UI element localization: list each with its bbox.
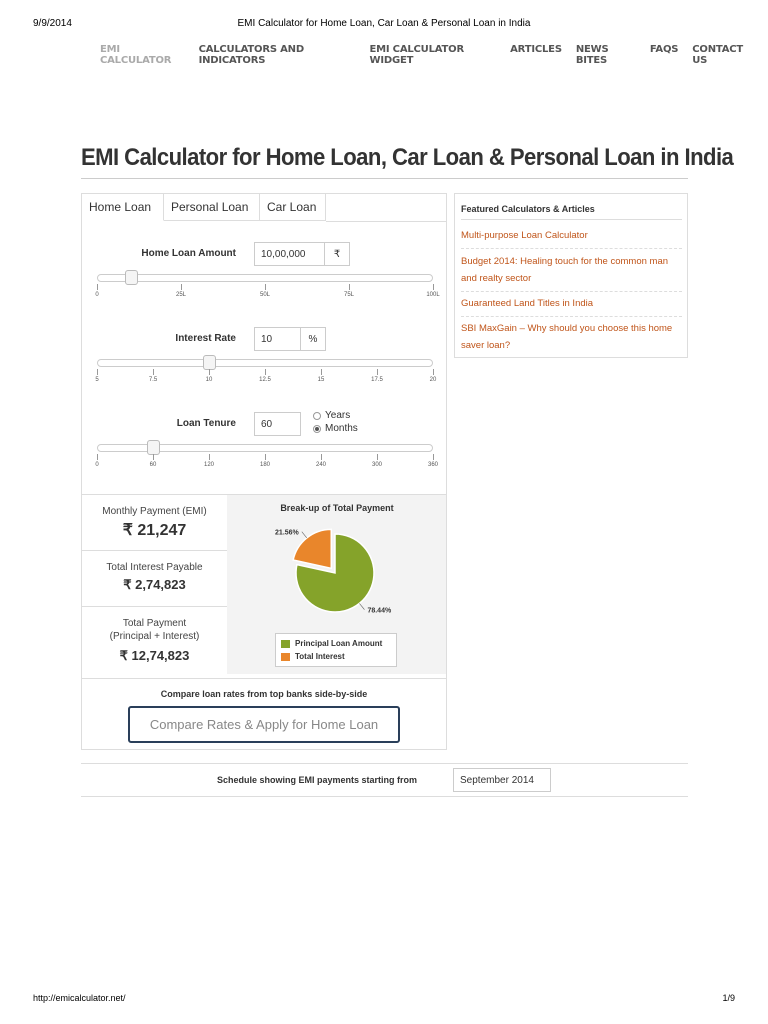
total-interest-value: ₹ 2,74,823 [123, 577, 186, 592]
loan-tenure-label: Loan Tenure [176, 418, 236, 429]
slider-tick [265, 369, 266, 375]
slider-tick-label: 7.5 [148, 377, 158, 383]
slider-tick [181, 284, 182, 290]
slider-tick-label: 12.5 [259, 377, 271, 383]
tenure-years-label: Years [325, 410, 351, 421]
sidebar-heading: Featured Calculators & Articles [461, 204, 595, 214]
loan-type-tabs [82, 194, 326, 221]
legend-label-principal: Principal Loan Amount [295, 639, 383, 648]
emi-value: ₹ 21,247 [122, 522, 187, 539]
nav-faqs[interactable]: FAQS [649, 44, 679, 55]
slider-tick-label: 180 [259, 462, 270, 468]
sidebar-link-loan-calculator[interactable]: Multi-purpose Loan Calculator [461, 230, 588, 241]
rupee-addon: ₹ [325, 242, 350, 266]
tab-home-loan[interactable]: Home Loan [82, 194, 164, 221]
loan-amount-input[interactable]: 10,00,000 [254, 242, 325, 266]
results-section [82, 494, 446, 674]
slider-tick [321, 454, 322, 460]
legend-swatch-principal [281, 640, 290, 648]
legend-label-interest: Total Interest [295, 652, 345, 661]
tenure-years-radio[interactable] [313, 410, 350, 421]
sidebar-divider [461, 248, 682, 249]
print-page-number: 1/9 [722, 993, 735, 1003]
slider-tick-label: 75L [343, 292, 354, 298]
slider-tick [433, 454, 434, 460]
slider-tick-label: 60 [149, 462, 157, 468]
slider-tick-label: 25L [175, 292, 186, 298]
radio-selected-icon [313, 425, 321, 433]
compare-section [82, 678, 446, 750]
nav-emi-calculator[interactable]: EMI CALCULATOR [100, 44, 172, 66]
slider-tick-label: 17.5 [371, 377, 383, 383]
emi-block [82, 495, 227, 551]
loan-tenure-input[interactable]: 60 [254, 412, 301, 436]
total-interest-label: Total Interest Payable [106, 562, 203, 573]
nav-articles[interactable]: ARTICLES [510, 44, 562, 55]
print-title: EMI Calculator for Home Loan, Car Loan & Personal Loan in India [237, 18, 531, 29]
pie-label-connector [302, 532, 307, 538]
slider-tick-label: 0 [95, 292, 99, 298]
pie-data-label: 21.56% [275, 529, 299, 537]
compare-rates-button[interactable]: Compare Rates & Apply for Home Loan [128, 706, 400, 743]
slider-tick-label: 360 [427, 462, 438, 468]
slider-tick-label: 50L [259, 292, 270, 298]
interest-rate-slider[interactable] [97, 359, 433, 367]
sidebar-divider [461, 316, 682, 317]
chart-title: Break-up of Total Payment [280, 503, 394, 513]
interest-block [82, 551, 227, 607]
percent-addon: % [301, 327, 326, 351]
total-payment-value: ₹ 12,74,823 [119, 648, 190, 663]
total-payment-block [82, 607, 227, 675]
slider-tick [265, 284, 266, 290]
slider-tick [433, 369, 434, 375]
legend-item-principal [281, 637, 391, 650]
slider-tick [349, 284, 350, 290]
slider-tick [377, 369, 378, 375]
slider-tick [153, 454, 154, 460]
sidebar-link-land-titles[interactable]: Guaranteed Land Titles in India [461, 298, 594, 309]
radio-icon [313, 412, 321, 420]
sidebar-link-budget-2014[interactable]: Budget 2014: Healing touch for the common man and realty sector [461, 256, 669, 284]
emi-label: Monthly Payment (EMI) [102, 506, 207, 517]
total-payment-sublabel: (Principal + Interest) [109, 631, 200, 642]
interest-rate-label: Interest Rate [175, 333, 236, 344]
sidebar-link-sbi-maxgain[interactable]: SBI MaxGain – Why should you choose this home saver loan? [461, 323, 673, 351]
schedule-row [81, 763, 688, 797]
pie-data-label: 78.44% [367, 607, 392, 615]
slider-tick [321, 369, 322, 375]
slider-tick-label: 240 [315, 462, 326, 468]
tenure-months-label: Months [325, 423, 358, 434]
main-nav [100, 44, 768, 66]
tab-car-loan[interactable]: Car Loan [260, 194, 326, 221]
print-date: 9/9/2014 [33, 18, 72, 29]
slider-tick [377, 454, 378, 460]
compare-text: Compare loan rates from top banks side-by-side [160, 689, 368, 699]
sidebar-divider [461, 291, 682, 292]
schedule-start-input[interactable]: September 2014 [453, 768, 551, 792]
schedule-label: Schedule showing EMI payments starting from [217, 775, 418, 785]
page-title: EMI Calculator for Home Loan, Car Loan & Personal Loan in India [81, 144, 734, 171]
payment-breakup-pie-chart [227, 517, 446, 637]
slider-tick-label: 5 [95, 377, 99, 383]
slider-tick-label: 100L [426, 292, 440, 298]
interest-rate-input[interactable]: 10 [254, 327, 301, 351]
nav-emi-widget[interactable]: EMI CALCULATOR WIDGET [369, 44, 464, 66]
chart-legend [275, 633, 397, 667]
loan-amount-label: Home Loan Amount [141, 248, 236, 259]
slider-tick [433, 284, 434, 290]
slider-tick-label: 120 [203, 462, 214, 468]
slider-tick [209, 369, 210, 375]
interest-rate-slider-handle[interactable] [203, 355, 216, 370]
tab-divider [326, 221, 446, 222]
tab-personal-loan[interactable]: Personal Loan [164, 194, 260, 221]
emi-calculator-panel [81, 193, 447, 750]
slider-tick-label: 20 [429, 377, 437, 383]
pie-label-connector [359, 603, 364, 609]
title-divider [81, 178, 688, 179]
slider-tick-label: 0 [95, 462, 99, 468]
slider-tick [97, 454, 98, 460]
slider-tick [153, 369, 154, 375]
loan-amount-slider[interactable] [97, 274, 433, 282]
tenure-months-radio[interactable] [313, 423, 358, 434]
total-payment-label: Total Payment [122, 618, 187, 629]
sidebar-heading-divider [461, 219, 682, 220]
nav-news-bites[interactable]: NEWS BITES [575, 44, 609, 66]
slider-tick [265, 454, 266, 460]
legend-swatch-interest [281, 653, 290, 661]
featured-sidebar [454, 193, 688, 358]
results-summary [82, 495, 227, 675]
legend-item-interest [281, 650, 391, 663]
print-url: http://emicalculator.net/ [33, 993, 126, 1003]
slider-tick-label: 10 [205, 377, 213, 383]
slider-tick-label: 15 [317, 377, 325, 383]
slider-tick [97, 284, 98, 290]
slider-tick [209, 454, 210, 460]
slider-tick [97, 369, 98, 375]
nav-calculators-indicators[interactable]: CALCULATORS AND INDICATORS [198, 44, 304, 66]
pie-slice-interest [293, 529, 331, 568]
loan-tenure-slider-handle[interactable] [147, 440, 160, 455]
slider-tick-label: 300 [371, 462, 382, 468]
loan-amount-slider-handle[interactable] [125, 270, 138, 285]
nav-contact-us[interactable]: CONTACT US [692, 44, 744, 66]
